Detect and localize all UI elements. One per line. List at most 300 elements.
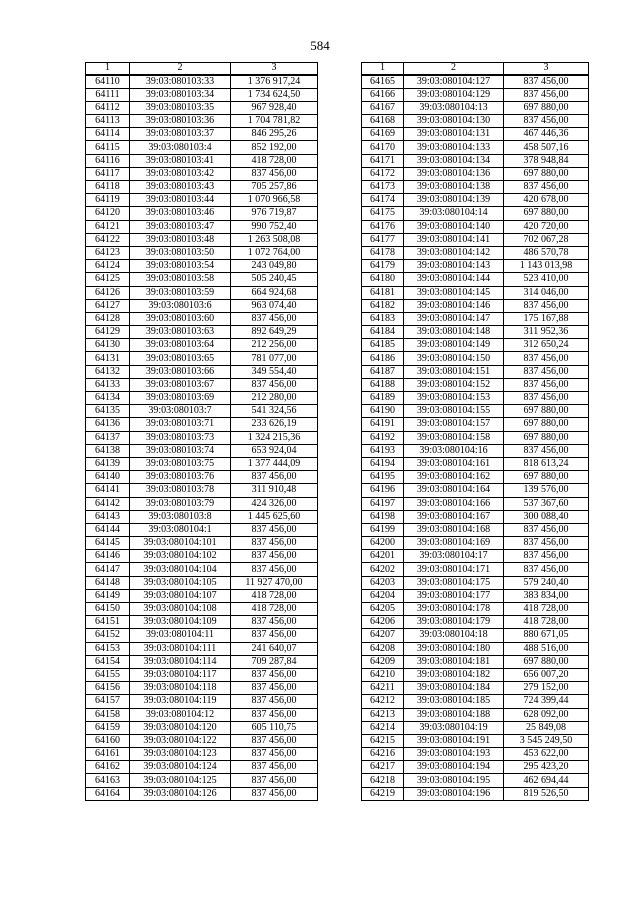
row-number-cell: 64167 bbox=[362, 101, 404, 114]
row-number-cell: 64170 bbox=[362, 141, 404, 154]
table-row bbox=[86, 286, 318, 299]
row-number-cell: 64181 bbox=[362, 286, 404, 299]
table-row bbox=[86, 471, 318, 484]
row-number-cell: 64122 bbox=[86, 233, 130, 246]
row-number-cell: 64196 bbox=[362, 484, 404, 497]
table-row bbox=[86, 734, 318, 747]
table-row bbox=[86, 299, 318, 312]
cadastral-number-cell: 39:03:080104:179 bbox=[404, 616, 504, 629]
cadastral-number-cell: 39:03:080104:136 bbox=[404, 167, 504, 180]
cadastral-number-cell: 39:03:080104:145 bbox=[404, 286, 504, 299]
table-row bbox=[362, 748, 589, 761]
table-row bbox=[362, 589, 589, 602]
cadastral-number-cell: 39:03:080104:161 bbox=[404, 457, 504, 470]
table-row bbox=[86, 642, 318, 655]
cadastral-number-cell: 39:03:080104:123 bbox=[130, 748, 231, 761]
cadastral-number-cell: 39:03:080104:157 bbox=[404, 418, 504, 431]
row-number-cell: 64182 bbox=[362, 299, 404, 312]
table-row bbox=[86, 207, 318, 220]
value-cell: 537 367,60 bbox=[504, 497, 589, 510]
cadastral-number-cell: 39:03:080104:143 bbox=[404, 260, 504, 273]
table-header-row bbox=[86, 63, 318, 75]
row-number-cell: 64148 bbox=[86, 576, 130, 589]
row-number-cell: 64197 bbox=[362, 497, 404, 510]
value-cell: 579 240,40 bbox=[504, 576, 589, 589]
cadastral-number-cell: 39:03:080104:19 bbox=[404, 721, 504, 734]
row-number-cell: 64138 bbox=[86, 444, 130, 457]
value-cell: 1 734 624,50 bbox=[231, 88, 318, 101]
table-row bbox=[362, 115, 589, 128]
row-number-cell: 64219 bbox=[362, 787, 404, 800]
table-row bbox=[362, 75, 589, 89]
cadastral-number-cell: 39:03:080104:191 bbox=[404, 734, 504, 747]
cadastral-number-cell: 39:03:080104:151 bbox=[404, 365, 504, 378]
value-cell: 349 554,40 bbox=[231, 365, 318, 378]
row-number-cell: 64179 bbox=[362, 260, 404, 273]
value-cell: 664 924,68 bbox=[231, 286, 318, 299]
row-number-cell: 64186 bbox=[362, 352, 404, 365]
table-row bbox=[362, 207, 589, 220]
cadastral-number-cell: 39:03:080104:185 bbox=[404, 695, 504, 708]
cadastral-number-cell: 39:03:080104:178 bbox=[404, 603, 504, 616]
row-number-cell: 64164 bbox=[86, 787, 130, 800]
row-number-cell: 64135 bbox=[86, 405, 130, 418]
row-number-cell: 64129 bbox=[86, 326, 130, 339]
table-row bbox=[86, 444, 318, 457]
value-cell: 697 880,00 bbox=[504, 471, 589, 484]
cadastral-number-cell: 39:03:080104:162 bbox=[404, 471, 504, 484]
cadastral-number-cell: 39:03:080104:166 bbox=[404, 497, 504, 510]
table-row bbox=[362, 194, 589, 207]
cadastral-number-cell: 39:03:080103:6 bbox=[130, 299, 231, 312]
row-number-cell: 64126 bbox=[86, 286, 130, 299]
table-row bbox=[362, 576, 589, 589]
value-cell: 212 256,00 bbox=[231, 339, 318, 352]
table-row bbox=[362, 326, 589, 339]
value-cell: 837 456,00 bbox=[504, 352, 589, 365]
table-row bbox=[86, 774, 318, 787]
value-cell: 837 456,00 bbox=[504, 365, 589, 378]
cadastral-number-cell: 39:03:080104:1 bbox=[130, 523, 231, 536]
value-cell: 837 456,00 bbox=[231, 471, 318, 484]
value-cell: 837 456,00 bbox=[231, 616, 318, 629]
table-row bbox=[362, 246, 589, 259]
cadastral-number-cell: 39:03:080103:33 bbox=[130, 75, 231, 89]
value-cell: 705 257,86 bbox=[231, 181, 318, 194]
row-number-cell: 64169 bbox=[362, 128, 404, 141]
row-number-cell: 64180 bbox=[362, 273, 404, 286]
cadastral-number-cell: 39:03:080104:193 bbox=[404, 748, 504, 761]
row-number-cell: 64149 bbox=[86, 589, 130, 602]
value-cell: 418 728,00 bbox=[504, 616, 589, 629]
cadastral-number-cell: 39:03:080104:16 bbox=[404, 444, 504, 457]
value-cell: 212 280,00 bbox=[231, 392, 318, 405]
table-row bbox=[86, 352, 318, 365]
cadastral-number-cell: 39:03:080104:177 bbox=[404, 589, 504, 602]
row-number-cell: 64176 bbox=[362, 220, 404, 233]
row-number-cell: 64118 bbox=[86, 181, 130, 194]
table-row bbox=[362, 655, 589, 668]
cadastral-number-cell: 39:03:080104:180 bbox=[404, 642, 504, 655]
row-number-cell: 64159 bbox=[86, 721, 130, 734]
value-cell: 837 456,00 bbox=[231, 629, 318, 642]
table-row bbox=[362, 695, 589, 708]
table-row bbox=[362, 444, 589, 457]
value-cell: 837 456,00 bbox=[504, 378, 589, 391]
row-number-cell: 64168 bbox=[362, 115, 404, 128]
table-row bbox=[86, 260, 318, 273]
value-cell: 1 070 966,58 bbox=[231, 194, 318, 207]
cadastral-number-cell: 39:03:080103:75 bbox=[130, 457, 231, 470]
cadastral-number-cell: 39:03:080104:126 bbox=[130, 787, 231, 800]
table-row bbox=[362, 510, 589, 523]
value-cell: 697 880,00 bbox=[504, 167, 589, 180]
cadastral-number-cell: 39:03:080104:111 bbox=[130, 642, 231, 655]
table-row bbox=[362, 708, 589, 721]
table-row bbox=[86, 616, 318, 629]
value-cell: 233 626,19 bbox=[231, 418, 318, 431]
cadastral-number-cell: 39:03:080104:12 bbox=[130, 708, 231, 721]
cadastral-number-cell: 39:03:080104:153 bbox=[404, 392, 504, 405]
table-row bbox=[362, 563, 589, 576]
row-number-cell: 64160 bbox=[86, 734, 130, 747]
value-cell: 837 456,00 bbox=[504, 299, 589, 312]
value-cell: 837 456,00 bbox=[504, 392, 589, 405]
cadastral-number-cell: 39:03:080103:76 bbox=[130, 471, 231, 484]
row-number-cell: 64155 bbox=[86, 668, 130, 681]
table-row bbox=[86, 682, 318, 695]
table-row bbox=[362, 431, 589, 444]
value-cell: 837 456,00 bbox=[231, 708, 318, 721]
value-cell: 819 526,50 bbox=[504, 787, 589, 800]
table-row bbox=[362, 642, 589, 655]
table-row bbox=[362, 550, 589, 563]
value-cell: 846 295,26 bbox=[231, 128, 318, 141]
cadastral-number-cell: 39:03:080104:120 bbox=[130, 721, 231, 734]
cadastral-number-cell: 39:03:080104:122 bbox=[130, 734, 231, 747]
value-cell: 837 456,00 bbox=[231, 668, 318, 681]
cadastral-number-cell: 39:03:080103:37 bbox=[130, 128, 231, 141]
row-number-cell: 64111 bbox=[86, 88, 130, 101]
cadastral-number-cell: 39:03:080103:71 bbox=[130, 418, 231, 431]
cadastral-number-cell: 39:03:080103:58 bbox=[130, 273, 231, 286]
value-cell: 697 880,00 bbox=[504, 655, 589, 668]
row-number-cell: 64216 bbox=[362, 748, 404, 761]
cadastral-number-cell: 39:03:080104:149 bbox=[404, 339, 504, 352]
row-number-cell: 64131 bbox=[86, 352, 130, 365]
value-cell: 837 456,00 bbox=[231, 682, 318, 695]
table-row bbox=[86, 75, 318, 89]
value-cell: 837 456,00 bbox=[504, 550, 589, 563]
table-row bbox=[86, 128, 318, 141]
cadastral-number-cell: 39:03:080104:125 bbox=[130, 774, 231, 787]
cadastral-number-cell: 39:03:080104:152 bbox=[404, 378, 504, 391]
table-row bbox=[362, 299, 589, 312]
value-cell: 486 570,78 bbox=[504, 246, 589, 259]
table-row bbox=[86, 550, 318, 563]
table-row bbox=[362, 365, 589, 378]
row-number-cell: 64189 bbox=[362, 392, 404, 405]
table-row bbox=[362, 233, 589, 246]
value-cell: 3 545 249,50 bbox=[504, 734, 589, 747]
row-number-cell: 64134 bbox=[86, 392, 130, 405]
value-cell: 505 240,45 bbox=[231, 273, 318, 286]
table-row bbox=[86, 101, 318, 114]
value-cell: 383 834,00 bbox=[504, 589, 589, 602]
row-number-cell: 64175 bbox=[362, 207, 404, 220]
value-cell: 467 446,36 bbox=[504, 128, 589, 141]
cadastral-number-cell: 39:03:080103:47 bbox=[130, 220, 231, 233]
cadastral-number-cell: 39:03:080103:36 bbox=[130, 115, 231, 128]
cadastral-number-cell: 39:03:080104:18 bbox=[404, 629, 504, 642]
value-cell: 837 456,00 bbox=[231, 312, 318, 325]
row-number-cell: 64158 bbox=[86, 708, 130, 721]
table-row bbox=[86, 194, 318, 207]
value-cell: 697 880,00 bbox=[504, 418, 589, 431]
table-row bbox=[362, 128, 589, 141]
cadastral-number-cell: 39:03:080104:168 bbox=[404, 523, 504, 536]
cadastral-number-cell: 39:03:080104:107 bbox=[130, 589, 231, 602]
table-row bbox=[86, 246, 318, 259]
table-row bbox=[86, 233, 318, 246]
row-number-cell: 64212 bbox=[362, 695, 404, 708]
value-cell: 837 456,00 bbox=[231, 537, 318, 550]
table-row bbox=[86, 326, 318, 339]
cadastral-number-cell: 39:03:080104:158 bbox=[404, 431, 504, 444]
table-row bbox=[362, 352, 589, 365]
cadastral-number-cell: 39:03:080104:164 bbox=[404, 484, 504, 497]
table-row bbox=[362, 668, 589, 681]
cadastral-number-cell: 39:03:080104:146 bbox=[404, 299, 504, 312]
row-number-cell: 64203 bbox=[362, 576, 404, 589]
row-number-cell: 64162 bbox=[86, 761, 130, 774]
value-cell: 837 456,00 bbox=[504, 115, 589, 128]
value-cell: 837 456,00 bbox=[231, 734, 318, 747]
cadastral-number-cell: 39:03:080103:66 bbox=[130, 365, 231, 378]
row-number-cell: 64153 bbox=[86, 642, 130, 655]
column-header: 1 bbox=[86, 63, 130, 75]
value-cell: 837 456,00 bbox=[504, 88, 589, 101]
value-cell: 837 456,00 bbox=[504, 563, 589, 576]
row-number-cell: 64119 bbox=[86, 194, 130, 207]
row-number-cell: 64183 bbox=[362, 312, 404, 325]
value-cell: 312 650,24 bbox=[504, 339, 589, 352]
row-number-cell: 64116 bbox=[86, 154, 130, 167]
row-number-cell: 64143 bbox=[86, 510, 130, 523]
cadastral-number-cell: 39:03:080104:101 bbox=[130, 537, 231, 550]
row-number-cell: 64124 bbox=[86, 260, 130, 273]
table-row bbox=[86, 88, 318, 101]
value-cell: 1 072 764,00 bbox=[231, 246, 318, 259]
table-row bbox=[362, 312, 589, 325]
table-row bbox=[362, 141, 589, 154]
value-cell: 311 910,48 bbox=[231, 484, 318, 497]
cadastral-number-cell: 39:03:080104:133 bbox=[404, 141, 504, 154]
row-number-cell: 64132 bbox=[86, 365, 130, 378]
value-cell: 541 324,56 bbox=[231, 405, 318, 418]
row-number-cell: 64144 bbox=[86, 523, 130, 536]
cadastral-number-cell: 39:03:080104:109 bbox=[130, 616, 231, 629]
value-cell: 702 067,28 bbox=[504, 233, 589, 246]
table-row bbox=[362, 787, 589, 800]
value-cell: 837 456,00 bbox=[504, 75, 589, 89]
table-row bbox=[362, 339, 589, 352]
cadastral-number-cell: 39:03:080103:35 bbox=[130, 101, 231, 114]
cadastral-number-cell: 39:03:080103:74 bbox=[130, 444, 231, 457]
value-cell: 1 143 013,98 bbox=[504, 260, 589, 273]
value-cell: 628 092,00 bbox=[504, 708, 589, 721]
row-number-cell: 64184 bbox=[362, 326, 404, 339]
table-row bbox=[86, 220, 318, 233]
value-cell: 300 088,40 bbox=[504, 510, 589, 523]
value-cell: 295 423,20 bbox=[504, 761, 589, 774]
row-number-cell: 64147 bbox=[86, 563, 130, 576]
table-row bbox=[86, 365, 318, 378]
table-row bbox=[362, 286, 589, 299]
row-number-cell: 64192 bbox=[362, 431, 404, 444]
value-cell: 837 456,00 bbox=[504, 537, 589, 550]
row-number-cell: 64218 bbox=[362, 774, 404, 787]
value-cell: 311 952,36 bbox=[504, 326, 589, 339]
cadastral-number-cell: 39:03:080103:34 bbox=[130, 88, 231, 101]
row-number-cell: 64187 bbox=[362, 365, 404, 378]
row-number-cell: 64117 bbox=[86, 167, 130, 180]
value-cell: 837 456,00 bbox=[231, 563, 318, 576]
row-number-cell: 64157 bbox=[86, 695, 130, 708]
table-row bbox=[86, 589, 318, 602]
column-header: 3 bbox=[231, 63, 318, 75]
table-row bbox=[86, 708, 318, 721]
value-cell: 697 880,00 bbox=[504, 101, 589, 114]
cadastral-number-cell: 39:03:080103:78 bbox=[130, 484, 231, 497]
row-number-cell: 64214 bbox=[362, 721, 404, 734]
value-cell: 967 928,40 bbox=[231, 101, 318, 114]
table-row bbox=[362, 774, 589, 787]
row-number-cell: 64185 bbox=[362, 339, 404, 352]
cadastral-number-cell: 39:03:080104:167 bbox=[404, 510, 504, 523]
value-cell: 418 728,00 bbox=[231, 603, 318, 616]
table-row bbox=[362, 418, 589, 431]
row-number-cell: 64206 bbox=[362, 616, 404, 629]
value-cell: 11 927 470,00 bbox=[231, 576, 318, 589]
cadastral-number-cell: 39:03:080104:124 bbox=[130, 761, 231, 774]
row-number-cell: 64142 bbox=[86, 497, 130, 510]
row-number-cell: 64174 bbox=[362, 194, 404, 207]
cadastral-number-cell: 39:03:080104:118 bbox=[130, 682, 231, 695]
cadastral-number-cell: 39:03:080104:195 bbox=[404, 774, 504, 787]
row-number-cell: 64188 bbox=[362, 378, 404, 391]
table-row bbox=[362, 181, 589, 194]
table-row bbox=[86, 510, 318, 523]
value-cell: 892 649,29 bbox=[231, 326, 318, 339]
row-number-cell: 64141 bbox=[86, 484, 130, 497]
value-cell: 420 678,00 bbox=[504, 194, 589, 207]
table-row bbox=[86, 273, 318, 286]
value-cell: 523 410,00 bbox=[504, 273, 589, 286]
value-cell: 697 880,00 bbox=[504, 431, 589, 444]
table-row bbox=[86, 405, 318, 418]
table-row bbox=[86, 141, 318, 154]
cadastral-number-cell: 39:03:080104:139 bbox=[404, 194, 504, 207]
value-cell: 724 399,44 bbox=[504, 695, 589, 708]
cadastral-number-cell: 39:03:080104:140 bbox=[404, 220, 504, 233]
table-row bbox=[362, 682, 589, 695]
table-row bbox=[86, 312, 318, 325]
value-cell: 1 376 917,24 bbox=[231, 75, 318, 89]
table-row bbox=[362, 761, 589, 774]
row-number-cell: 64213 bbox=[362, 708, 404, 721]
cadastral-number-cell: 39:03:080103:8 bbox=[130, 510, 231, 523]
row-number-cell: 64137 bbox=[86, 431, 130, 444]
cadastral-number-cell: 39:03:080104:184 bbox=[404, 682, 504, 695]
cadastral-number-cell: 39:03:080103:43 bbox=[130, 181, 231, 194]
cadastral-number-cell: 39:03:080104:171 bbox=[404, 563, 504, 576]
cadastral-number-cell: 39:03:080103:63 bbox=[130, 326, 231, 339]
table-row bbox=[86, 339, 318, 352]
cadastral-number-cell: 39:03:080104:134 bbox=[404, 154, 504, 167]
value-cell: 458 507,16 bbox=[504, 141, 589, 154]
row-number-cell: 64198 bbox=[362, 510, 404, 523]
cadastral-number-cell: 39:03:080103:60 bbox=[130, 312, 231, 325]
cadastral-number-cell: 39:03:080103:41 bbox=[130, 154, 231, 167]
row-number-cell: 64202 bbox=[362, 563, 404, 576]
table-row bbox=[86, 787, 318, 800]
table-row bbox=[362, 484, 589, 497]
value-cell: 837 456,00 bbox=[231, 774, 318, 787]
value-cell: 976 719,87 bbox=[231, 207, 318, 220]
value-cell: 837 456,00 bbox=[504, 444, 589, 457]
row-number-cell: 64171 bbox=[362, 154, 404, 167]
row-number-cell: 64193 bbox=[362, 444, 404, 457]
row-number-cell: 64113 bbox=[86, 115, 130, 128]
table-row bbox=[86, 418, 318, 431]
cadastral-number-cell: 39:03:080104:175 bbox=[404, 576, 504, 589]
table-row bbox=[86, 603, 318, 616]
row-number-cell: 64152 bbox=[86, 629, 130, 642]
table-row bbox=[86, 392, 318, 405]
row-number-cell: 64199 bbox=[362, 523, 404, 536]
value-cell: 175 167,88 bbox=[504, 312, 589, 325]
cadastral-number-cell: 39:03:080104:108 bbox=[130, 603, 231, 616]
cadastral-number-cell: 39:03:080104:114 bbox=[130, 655, 231, 668]
row-number-cell: 64177 bbox=[362, 233, 404, 246]
table-row bbox=[362, 154, 589, 167]
table-row bbox=[362, 734, 589, 747]
value-cell: 781 077,00 bbox=[231, 352, 318, 365]
row-number-cell: 64136 bbox=[86, 418, 130, 431]
value-cell: 837 456,00 bbox=[231, 695, 318, 708]
cadastral-table-right bbox=[361, 62, 589, 801]
value-cell: 241 640,07 bbox=[231, 642, 318, 655]
row-number-cell: 64172 bbox=[362, 167, 404, 180]
row-number-cell: 64190 bbox=[362, 405, 404, 418]
value-cell: 420 720,00 bbox=[504, 220, 589, 233]
cadastral-number-cell: 39:03:080103:54 bbox=[130, 260, 231, 273]
cadastral-number-cell: 39:03:080103:69 bbox=[130, 392, 231, 405]
column-header: 2 bbox=[404, 63, 504, 75]
table-row bbox=[86, 748, 318, 761]
cadastral-number-cell: 39:03:080104:141 bbox=[404, 233, 504, 246]
cadastral-number-cell: 39:03:080103:59 bbox=[130, 286, 231, 299]
row-number-cell: 64127 bbox=[86, 299, 130, 312]
table-header-row bbox=[362, 63, 589, 75]
table-row bbox=[362, 721, 589, 734]
cadastral-number-cell: 39:03:080104:144 bbox=[404, 273, 504, 286]
row-number-cell: 64128 bbox=[86, 312, 130, 325]
value-cell: 378 948,84 bbox=[504, 154, 589, 167]
row-number-cell: 64145 bbox=[86, 537, 130, 550]
cadastral-number-cell: 39:03:080104:17 bbox=[404, 550, 504, 563]
